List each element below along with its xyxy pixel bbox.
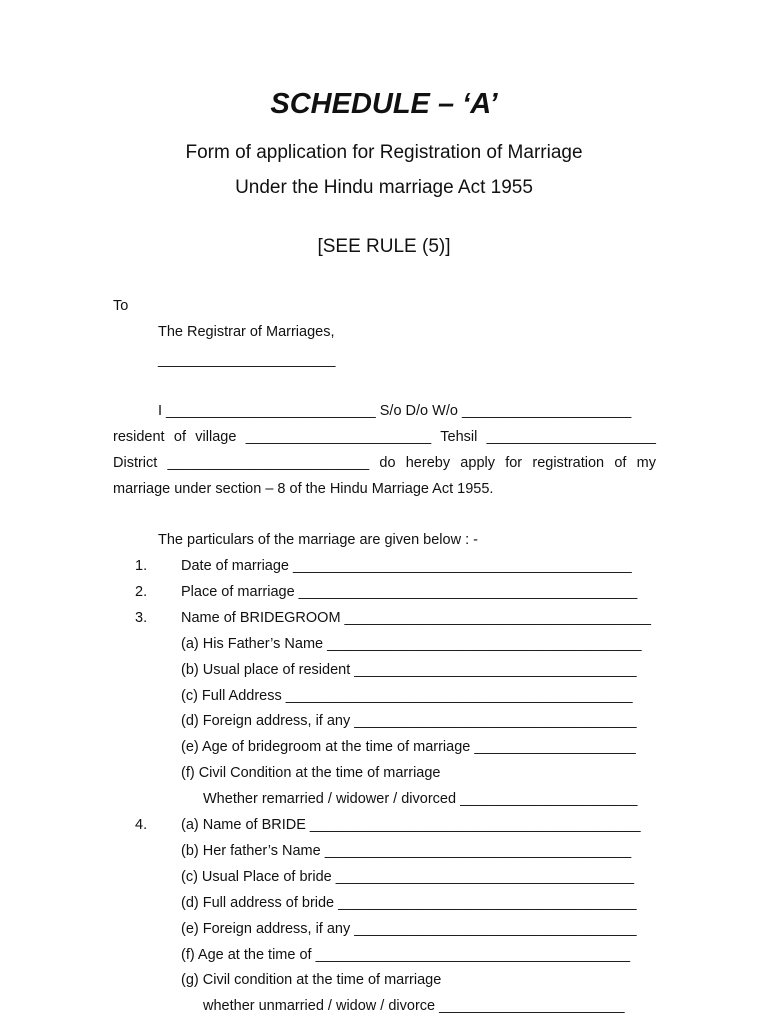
particular-item: (b) Usual place of resident ___________________________________ xyxy=(181,662,637,678)
item-number: 4. xyxy=(135,817,148,833)
particular-item: (d) Full address of bride _____________________________________ xyxy=(181,895,637,911)
particular-item: (c) Full Address ___________________________________________ xyxy=(181,688,633,704)
particular-item: Name of BRIDEGROOM ______________________________________ xyxy=(181,610,651,626)
form-subtitle-line2: Under the Hindu marriage Act 1955 xyxy=(235,177,533,198)
declaration-line2: resident of village _______________________ Tehsil _____________________ xyxy=(113,429,656,445)
particular-item: (c) Usual Place of bride _____________________________________ xyxy=(181,869,635,885)
particular-item: Place of marriage __________________________________________ xyxy=(181,584,638,600)
particulars-intro: The particulars of the marriage are given below : - xyxy=(158,532,478,548)
particular-item: (a) His Father’s Name _______________________________________ xyxy=(181,636,642,652)
declaration-line3: District _________________________ do hereby apply for registration of my xyxy=(113,455,656,471)
particular-item: (e) Age of bridegroom at the time of marriage ____________________ xyxy=(181,739,636,755)
address-to: To xyxy=(113,298,129,314)
form-subtitle-line1: Form of application for Registration of Marriage xyxy=(185,142,583,163)
declaration-line4: marriage under section – 8 of the Hindu Marriage Act 1955. xyxy=(113,481,494,497)
item-number: 2. xyxy=(135,584,148,600)
particular-item: (f) Age at the time of _______________________________________ xyxy=(181,947,631,963)
item-number: 1. xyxy=(135,558,148,574)
particular-item: (f) Civil Condition at the time of marriage xyxy=(181,765,441,781)
schedule-title: SCHEDULE – ‘A’ xyxy=(270,88,498,120)
rule-reference: [SEE RULE (5)] xyxy=(317,236,451,257)
particular-item: (d) Foreign address, if any ___________________________________ xyxy=(181,713,637,729)
registrar-line: The Registrar of Marriages, xyxy=(158,324,335,340)
particular-item: (e) Foreign address, if any ___________________________________ xyxy=(181,921,637,937)
item-number: 3. xyxy=(135,610,148,626)
particular-item: (a) Name of BRIDE _________________________________________ xyxy=(181,817,641,833)
particular-item: (b) Her father’s Name ______________________________________ xyxy=(181,843,632,859)
particular-item: Whether remarried / widower / divorced ______________________ xyxy=(203,791,638,807)
particular-item: (g) Civil condition at the time of marriage xyxy=(181,972,442,988)
declaration-line1: I __________________________ S/o D/o W/o _____________________ xyxy=(158,403,632,419)
registrar-blank: ______________________ xyxy=(158,352,336,368)
particular-item: Date of marriage __________________________________________ xyxy=(181,558,632,574)
particular-item: whether unmarried / widow / divorce _______________________ xyxy=(203,998,625,1014)
